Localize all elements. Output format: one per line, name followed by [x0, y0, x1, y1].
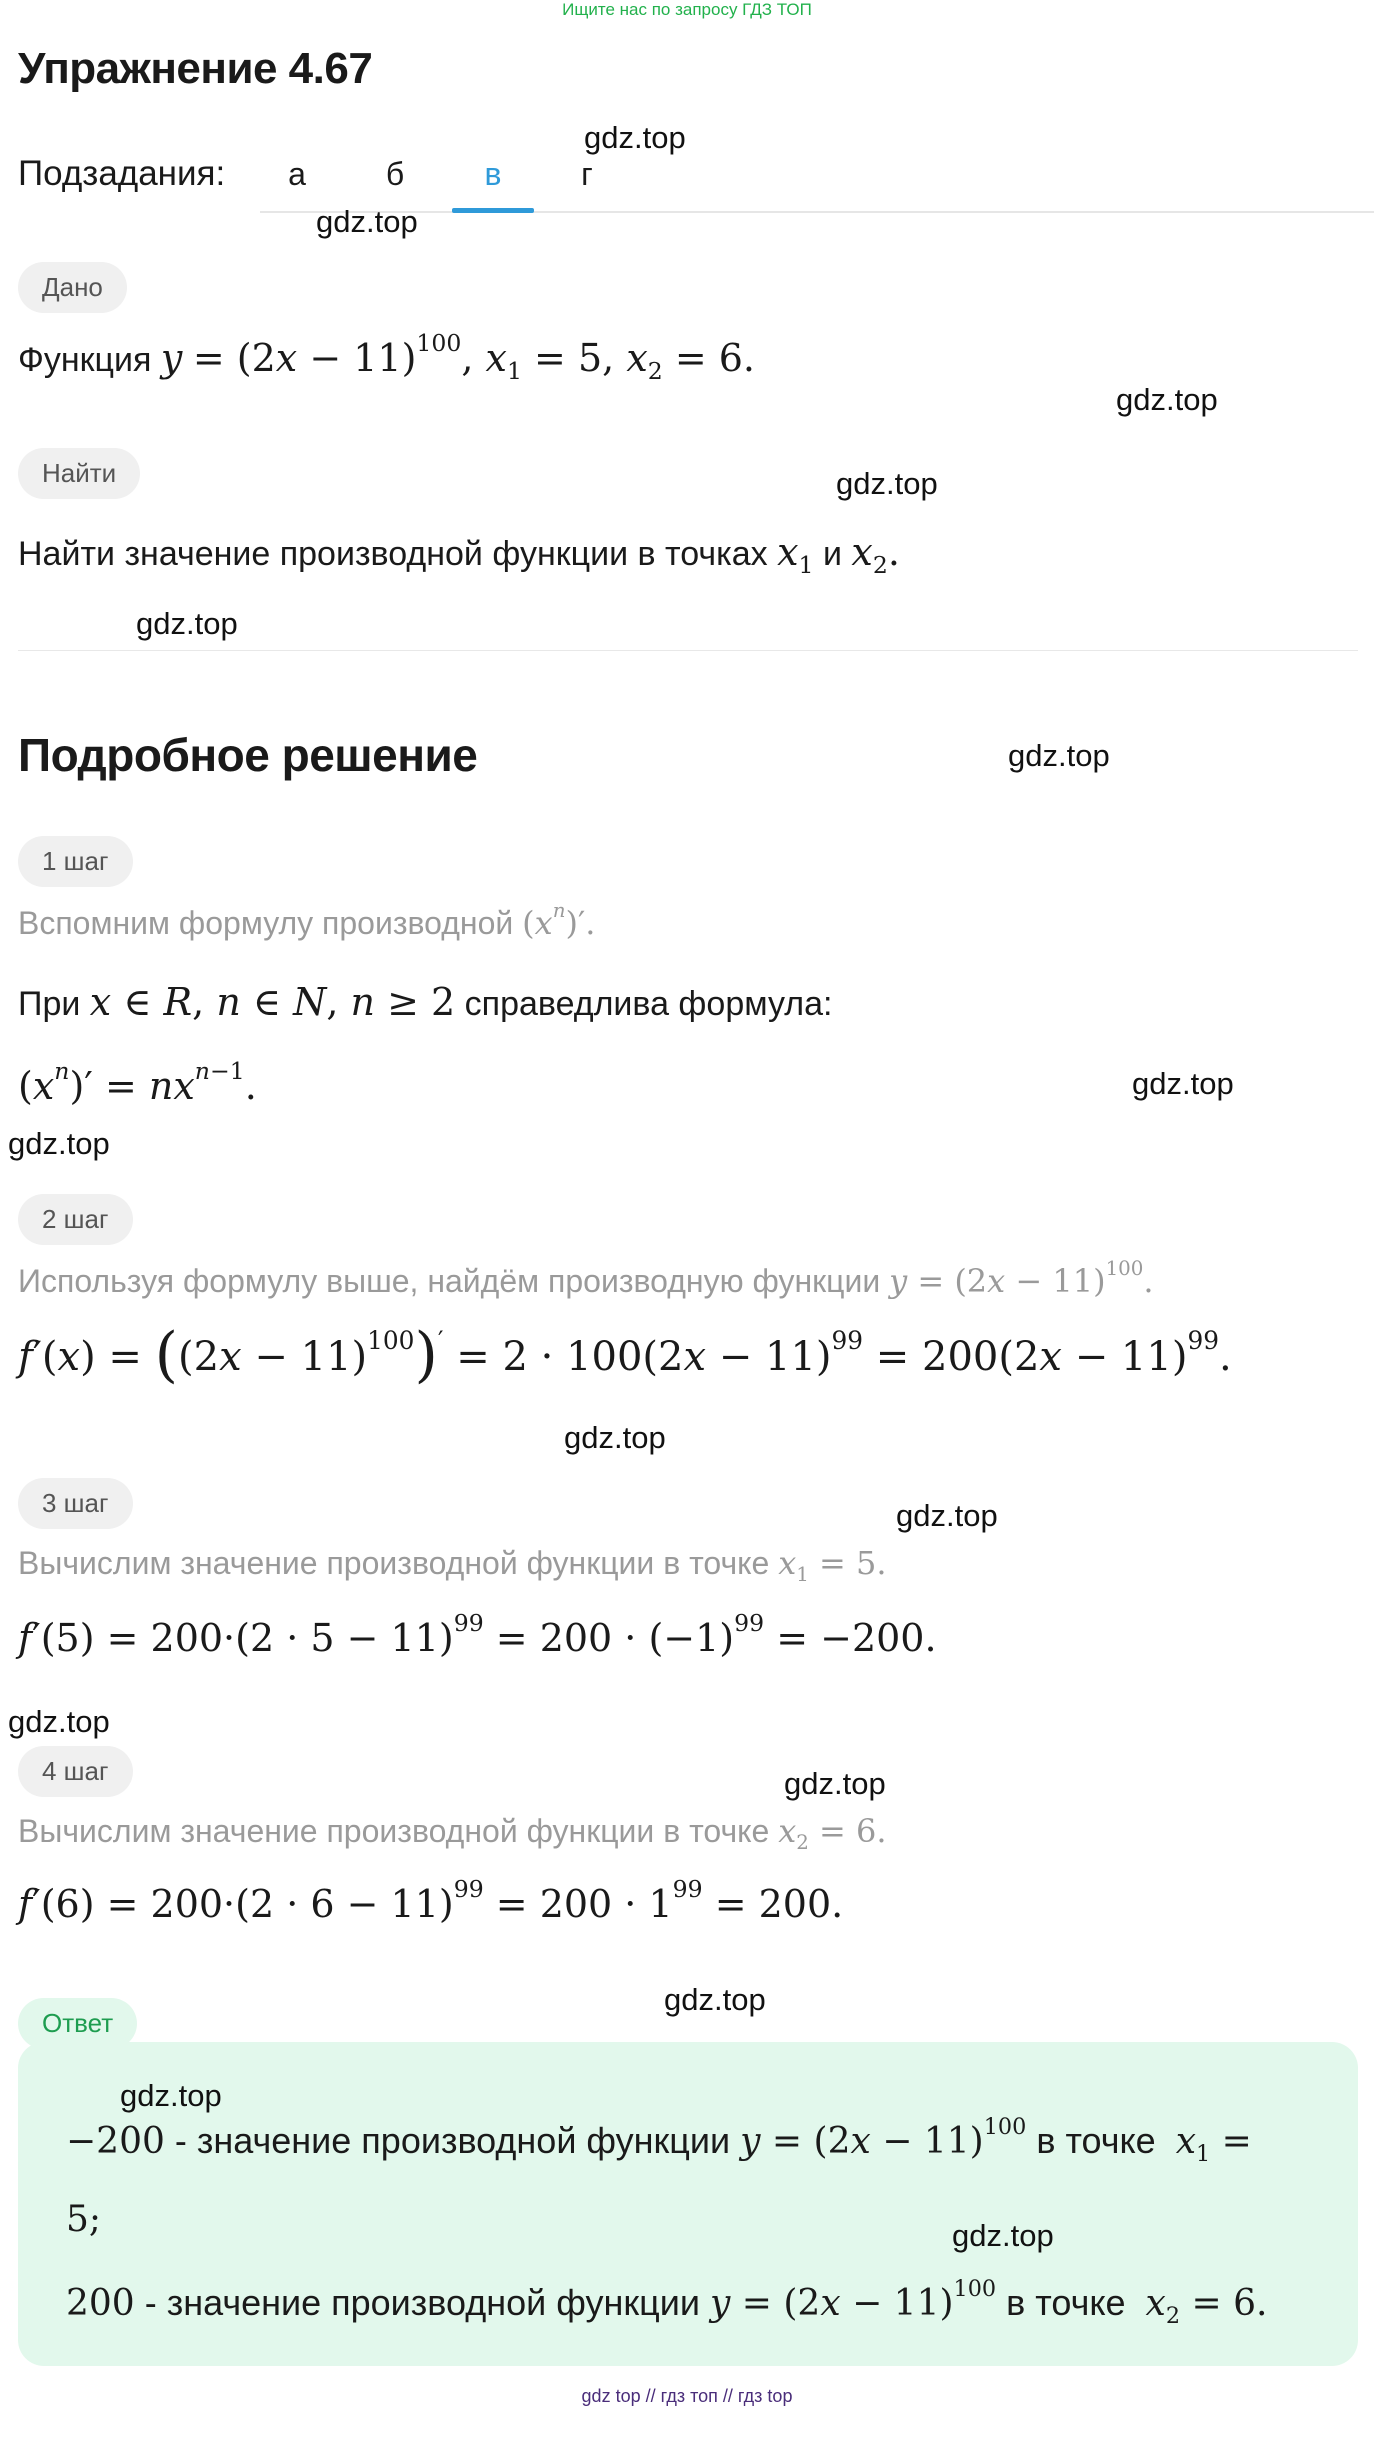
step-4-hint	[18, 1812, 887, 1854]
step-2-hint-text: Используя формулу выше, найдём производную функции	[18, 1263, 881, 1299]
step-3-badge: 3 шаг	[18, 1478, 133, 1529]
find-x1: $x_1$	[777, 530, 814, 580]
step-2-badge: 2 шаг	[18, 1194, 133, 1245]
watermark: gdz.top	[1132, 1066, 1234, 1101]
watermark: gdz.top	[136, 606, 238, 641]
find-statement	[18, 530, 900, 580]
tabs-divider	[260, 211, 1374, 213]
step-1-condition-formula: x ∈ R, n ∈ N, n ≥ 2	[89, 980, 456, 1024]
watermark: gdz.top	[896, 1498, 998, 1533]
answer-line-1-cont: 5;	[66, 2199, 102, 2240]
step-4-badge: 4 шаг	[18, 1746, 133, 1797]
answer-line-2-formula: $y = (2x - 11)^{100}$	[709, 2276, 997, 2324]
step-4-formula: $f'(6) = 200\cdot(2 \cdot 6 - 11)^{99} = 200 \cdot 1^{99} = 200$.	[18, 1874, 844, 1926]
tab-g[interactable]: г	[581, 156, 593, 192]
find-badge: Найти	[18, 448, 140, 499]
step-2-hint	[18, 1257, 1154, 1300]
step-2-hint-formula: $y = (2x - 11)^{100}$.	[889, 1257, 1154, 1300]
find-x2: $x_2$.	[851, 530, 900, 580]
step-1-hint	[18, 899, 596, 942]
answer-line-1-formula: $y = (2x - 11)^{100}$	[740, 2114, 1027, 2162]
watermark: gdz.top	[8, 1126, 110, 1161]
tab-a[interactable]: а	[288, 156, 306, 192]
answer-badge: Ответ	[18, 1998, 137, 2049]
tab-v[interactable]: в	[484, 156, 502, 192]
answer-line-2-point: $x_2 = 6$.	[1145, 2283, 1268, 2329]
watermark: gdz.top	[564, 1420, 666, 1455]
step-4-hint-text: Вычислим значение производной функции в точке	[18, 1813, 770, 1849]
active-tab-indicator	[452, 208, 534, 213]
subtasks-label: Подзадания:	[18, 154, 226, 193]
step-1-condition	[18, 980, 832, 1025]
step-1-hint-formula: $(x^n)'$.	[522, 899, 596, 942]
step-3-hint-text: Вычислим значение производной функции в точке	[18, 1545, 770, 1581]
answer-line-1-point: $x_1$ =	[1175, 2121, 1252, 2167]
watermark: gdz.top	[8, 1704, 110, 1739]
answer-line-1-at: в точке	[1036, 2120, 1156, 2161]
watermark: gdz.top	[784, 1766, 886, 1801]
tab-b[interactable]: б	[385, 156, 405, 192]
given-formula: $y = (2x - 11)^{100}$, $x_1 = 5$, $x_2 = 6$.	[160, 328, 755, 386]
section-divider	[18, 650, 1358, 651]
top-banner: Ищите нас по запросу ГДЗ ТОП	[562, 0, 812, 19]
watermark: gdz.top	[1116, 382, 1218, 417]
given-statement	[18, 328, 755, 386]
find-text: Найти значение производной функции в точках	[18, 535, 768, 573]
given-prefix: Функция	[18, 341, 152, 379]
answer-line-2-at: в точке	[1006, 2282, 1126, 2323]
watermark: gdz.top	[584, 120, 686, 155]
step-2-formula: $f'(x) = ((2x - 11)^{100})' = 2 \cdot 100(2x - 11)^{99} = 200(2x - 11)^{99}$.	[18, 1320, 1232, 1390]
answer-line-1: −200 - значение производной функции $y = (2x - 11)^{100}$ в точке $x_1$ =	[66, 2114, 1252, 2167]
step-3-formula: $f'(5) = 200\cdot(2 \cdot 5 - 11)^{99} = 200 \cdot (-1)^{99} = -200$.	[18, 1608, 937, 1660]
footer: gdz top // гдз топ // гдз top	[581, 2386, 793, 2406]
step-1-condition-prefix: При	[18, 985, 81, 1023]
step-3-hint-formula: $x_1 = 5$.	[778, 1544, 887, 1586]
answer-line-2-text: - значение производной функции	[144, 2282, 700, 2323]
step-3-hint	[18, 1544, 887, 1586]
step-4-hint-formula: $x_2 = 6$.	[778, 1812, 887, 1854]
solution-title: Подробное решение	[18, 729, 478, 781]
watermark: gdz.top	[120, 2078, 222, 2113]
watermark: gdz.top	[316, 204, 418, 239]
find-conj: и	[822, 535, 842, 573]
watermark: gdz.top	[1008, 738, 1110, 773]
step-1-hint-text: Вспомним формулу производной	[18, 905, 514, 941]
given-badge: Дано	[18, 262, 127, 313]
answer-line-1-text: - значение производной функции	[174, 2120, 731, 2161]
step-1-condition-suffix: справедлива формула:	[464, 985, 833, 1023]
watermark: gdz.top	[664, 1982, 766, 2017]
step-1-badge: 1 шаг	[18, 836, 133, 887]
watermark: gdz.top	[836, 466, 938, 501]
watermark: gdz.top	[952, 2218, 1054, 2253]
step-1-formula: $(x^n)' = nx^{n-1}$.	[18, 1056, 257, 1108]
page-title: Упражнение 4.67	[18, 44, 373, 93]
answer-line-2: 200 - значение производной функции $y = (2x - 11)^{100}$ в точке $x_2 = 6$.	[66, 2276, 1268, 2329]
